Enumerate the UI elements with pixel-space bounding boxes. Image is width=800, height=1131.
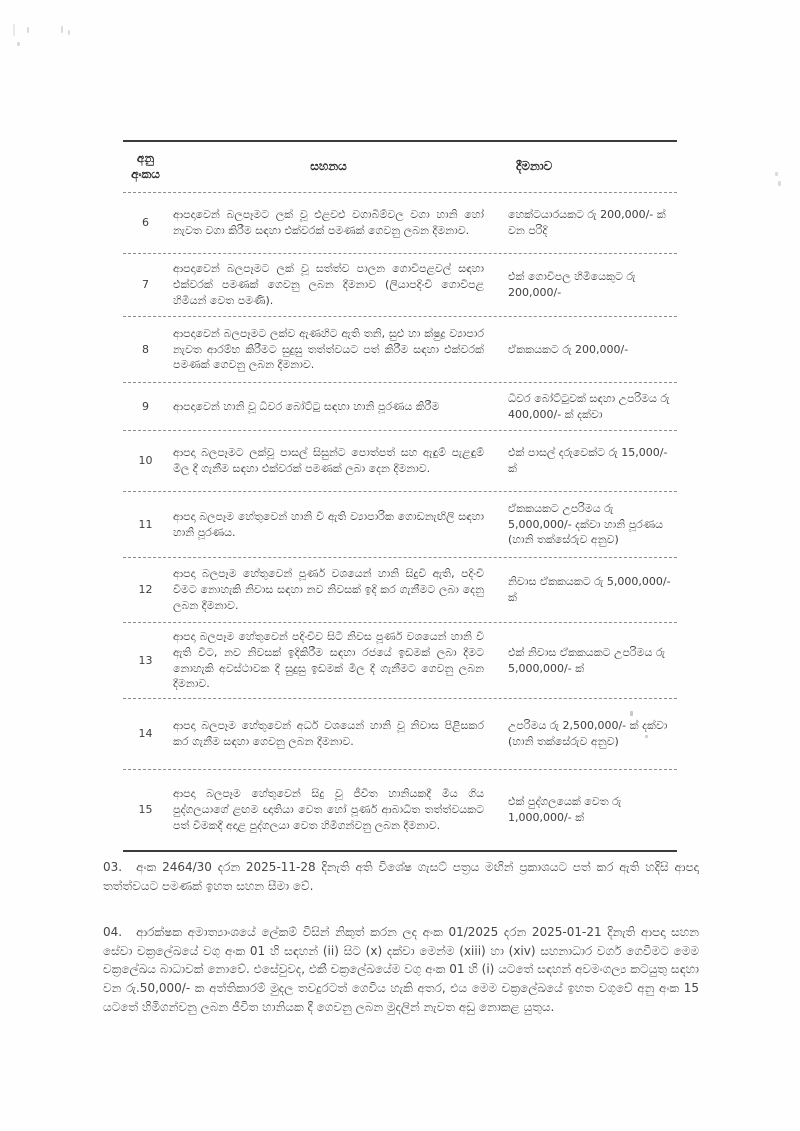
paragraph-04 [103, 923, 699, 1016]
relief-cell: ආපදා බලපෑමට ලක්වූ පාසල් සිසුන්ට පොත්පත් සහ ඇඳුම් පැළඳුම් මිල දී ගැනීම සඳහා එක්වරක් පමණක් ලබා දෙන දීමනාව. [173, 446, 484, 475]
table-row [123, 623, 677, 699]
table-row [123, 254, 677, 317]
scan-noise [775, 172, 778, 176]
scan-noise [61, 26, 63, 33]
serial-cell: 6 [142, 216, 149, 230]
paragraph-number: 03. [103, 860, 123, 874]
header-relief: සහනය [310, 159, 347, 174]
relief-cell: ආපදා බලපෑම හේතුවෙන් සිදු වූ ජීවිත හානියකදී මිය ගිය පුද්ගලයාගේ ළඟම ඥාතියා වෙත හෝ පූර්ණ ආබාධිත තත්ත්වයකට පත් වීමකදී අදාළ පුද්ගලයා වෙත හිමිගන්වනු ලබන දීමනාව. [173, 787, 484, 832]
allowance-cell: හෙක්ටයාරයකට රු 200,000/- ක් වන පරිදි [508, 208, 666, 237]
serial-cell: 13 [138, 653, 153, 667]
header-allowance: දීමනාව [516, 159, 553, 174]
table-row [123, 317, 677, 383]
serial-cell: 14 [138, 727, 153, 741]
allowance-cell: එක් පුද්ගලයෙක් වෙත රු 1,000,000/- ක් [508, 795, 622, 824]
table-header-row [123, 142, 677, 193]
table-row [123, 193, 677, 254]
relief-cell: ආපදා බලපෑම හේතුවෙන් පූර්ණ වශයෙන් හානි සිදුවී ඇති, පදිංචි වීමට නොහැකි නිවාස සඳහා නව නිවසක් ඉදි කර ගැනීමට ලබා දෙනු ලබන දීමනාව. [173, 567, 484, 612]
table-row [123, 699, 677, 770]
allowance-cell: එක් ගොවිපල හිමියෙකුට රු 200,000/- [508, 270, 636, 299]
scan-noise [13, 24, 15, 36]
relief-cell: ආපදාවෙන් බලපෑමට ලක් වූ සත්ත්ව පාලන ගොවිපළවල් සඳහා එක්වරක් පමණක් ගෙවනු ලබන දීමනාව (ලියාපදිංචි ගොවිපළ හිමියන් වෙත පමණි). [173, 262, 484, 307]
allowance-cell: එක් නිවාස ඒකකයකට උපරිමය රු 5,000,000/- ක් [508, 645, 666, 675]
scan-noise [778, 181, 781, 186]
relief-cell: ආපදා බලපෑම හේතුවෙන් පදිංචිව සිටි නිවස පූර්ණ වශයෙන් හානි වී ඇති විට, නව නිවසක් ඉදිකිරීම සඳහා රජයේ ඉඩමක් ලබා දීමට නොහැකි අවස්ථාවක දී සුදුසු ඉඩමක් මිල දී ගැනීමට ගෙවනු ලබන දීමනාව. [173, 629, 484, 691]
relief-allowance-table [123, 140, 677, 852]
scan-noise [68, 30, 70, 35]
serial-cell: 15 [138, 803, 153, 817]
scan-noise [27, 27, 29, 33]
serial-cell: 11 [138, 517, 153, 531]
paragraph-text: ආරක්ෂක අමාත්‍යාංශයේ ලේකම් විසින් නිකුත් කරන ලද අංක 01/2025 දරන 2025-01-21 දිනැති ආපදා සහන සේවා චක්‍රලේඛයේ වගු අංක 01 හි සඳහන් (ii) සිට (x) දක්වා මෙන්ම (xiii) හා (xiv) සහනාධාර වර්ග ගෙවීමට මෙම චක්‍රලේඛය බාධාවක් නොවේ. එසේවුවද, එකී චක්‍රලේඛයේම වගු අංක 01 හි (i) යටතේ සඳහන් අවමංගල්‍ය කටයුතු සඳහා වන රු.50,000/- ක අත්තිකාරම් මුදල තවදුරටත් ගෙවිය හැකි අතර, එය මෙම චක්‍රලේඛයේ ඉහත වගුවේ අනු අංක 15 යටතේ හිමිගන්වනු ලබන ජීවිත හානියක දී ගෙවනු ලබන මුදලින් නැවත අඩු නොකළ යුතුය. [103, 925, 699, 1014]
relief-cell: ආපදා බලපෑම හේතුවෙන් අර්ධ වශයෙන් හානි වූ නිවාස පිළිසකර කර ගැනීම සඳහා ගෙවනු ලබන දීමනාව. [173, 719, 484, 748]
paragraph-number: 04. [103, 925, 123, 940]
allowance-cell: නිවාස ඒකකයකට රු 5,000,000/- ක් [508, 575, 671, 604]
allowance-cell: ඒකකයකට උපරිමය රු 5,000,000/- දක්වා හානි පූරණය (හානි තක්සේරුව අනුව) [508, 501, 664, 547]
allowance-cell: ඒකකයකට රු 200,000/- [508, 342, 629, 356]
relief-cell: ආපදා බලපෑම හේතුවෙන් හානි වී ඇති ව්‍යාපාරික ගොඩනැඟිලි සඳහා හානි පූරණය. [173, 509, 484, 539]
allowance-cell: උපරිමය රු 2,500,000/- ක් දක්වා (හානි තක්සේරුව අනුව) [508, 719, 668, 748]
serial-cell: 8 [142, 342, 149, 356]
body-paragraphs [103, 858, 699, 1044]
relief-cell: ආපදාවෙන් බලපෑමට ලක්ව ඇණහිට ඇති තනි, සුළු හා ක්ෂුද්‍ර ව්‍යාපාර නැවත ආරම්භ කිරීමට සුදුසු තත්ත්වයට පත් කිරීම සඳහා එක්වරක් පමණක් ගෙවනු ලබන දීමනාව. [173, 326, 484, 372]
relief-cell: ආපදාවෙන් හානි වූ ධීවර බෝට්ටු සඳහා හානි පූරණය කිරීම [173, 399, 440, 413]
serial-cell: 12 [138, 583, 153, 597]
table-row [123, 492, 677, 558]
allowance-cell: එක් පාසල් දරුවෙක්ට රු 15,000/- ක් [508, 446, 668, 475]
serial-cell: 9 [142, 399, 149, 413]
table-row [123, 383, 677, 431]
table-row [123, 558, 677, 623]
table-row [123, 770, 677, 850]
paragraph-text: අංක 2464/30 දරන 2025-11-28 දිනැති අති විශේෂ ගැසට් පත්‍රය මඟින් ප්‍රකාශයට පත් කර ඇති හදිසි ආපදා තත්ත්වයට පමණක් ඉහත සහන සීමා වේ. [103, 860, 699, 893]
relief-cell: ආපදාවෙන් බලපෑමට ලක් වූ එළවළු වගාබිම්වල වගා හානි හෝ නැවත වගා කිරීම සඳහා එක්වරක් පමණක් ගෙවනු ලබන දීමනාව. [173, 208, 484, 237]
serial-cell: 10 [138, 454, 153, 468]
table-row [123, 431, 677, 492]
scan-noise [17, 42, 20, 46]
paragraph-03 [103, 858, 699, 895]
serial-cell: 7 [142, 278, 149, 292]
header-serial-number: අනු අංකය [131, 151, 160, 181]
allowance-cell: ධීවර බෝට්ටුවක් සඳහා උපරිමය රු 400,000/- ක් දක්වා [508, 391, 670, 421]
